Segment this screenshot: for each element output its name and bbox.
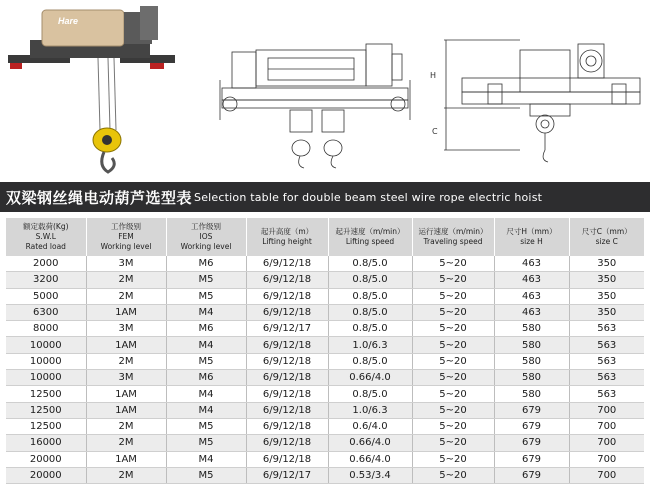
table-cell: 12500: [6, 418, 86, 434]
table-cell: 463: [494, 288, 569, 304]
table-cell: 679: [494, 418, 569, 434]
dim-h-label: H: [430, 71, 437, 80]
title-chinese: 双梁钢丝绳电动葫芦选型表: [6, 188, 193, 207]
side-view-drawing: [220, 44, 410, 168]
column-header: [569, 218, 644, 256]
column-header: [166, 218, 246, 256]
hoist-illustrations: [0, 0, 650, 180]
column-header-line: 工作级别: [111, 222, 141, 231]
table-row: [6, 353, 644, 369]
table-cell: 679: [494, 467, 569, 483]
table-row: [6, 435, 644, 451]
table-cell: 1.0/6.3: [328, 402, 412, 418]
table-row: [6, 402, 644, 418]
table-cell: 580: [494, 321, 569, 337]
table-cell: 6/9/12/18: [246, 337, 328, 353]
table-cell: 3M: [86, 321, 166, 337]
table-body: [6, 256, 644, 484]
table-cell: 6/9/12/18: [246, 451, 328, 467]
column-header-line: FEM: [118, 232, 134, 241]
table-cell: 350: [569, 304, 644, 320]
table-title-bar: [0, 182, 650, 212]
column-header-line: size C: [595, 237, 618, 246]
table-cell: 0.8/5.0: [328, 256, 412, 272]
table-cell: 5~20: [412, 451, 494, 467]
table-cell: 563: [569, 370, 644, 386]
table-cell: 700: [569, 451, 644, 467]
table-cell: 6/9/12/18: [246, 402, 328, 418]
table-cell: 0.66/4.0: [328, 435, 412, 451]
dim-c-label: C: [432, 127, 438, 136]
table-cell: 350: [569, 256, 644, 272]
table-cell: 2000: [6, 256, 86, 272]
table-cell: 3M: [86, 370, 166, 386]
table-cell: 0.8/5.0: [328, 304, 412, 320]
table-cell: 350: [569, 288, 644, 304]
table-cell: 5~20: [412, 402, 494, 418]
table-cell: 463: [494, 256, 569, 272]
column-header-line: 起升速度（m/min）: [335, 227, 405, 236]
column-header-line: 尺寸C（mm）: [581, 227, 632, 236]
table-cell: 0.6/4.0: [328, 418, 412, 434]
table-cell: M4: [166, 451, 246, 467]
table-row: [6, 451, 644, 467]
table-cell: M5: [166, 435, 246, 451]
table-cell: 5~20: [412, 467, 494, 483]
table-cell: 1.0/6.3: [328, 337, 412, 353]
table-cell: 700: [569, 435, 644, 451]
table-cell: 5000: [6, 288, 86, 304]
table-cell: 700: [569, 467, 644, 483]
table-cell: 679: [494, 451, 569, 467]
table-cell: 2M: [86, 353, 166, 369]
column-header-line: 额定载荷(Kg): [22, 222, 69, 231]
table-cell: 563: [569, 386, 644, 402]
table-cell: 2M: [86, 435, 166, 451]
table-cell: 0.66/4.0: [328, 370, 412, 386]
table-cell: 5~20: [412, 386, 494, 402]
table-cell: 20000: [6, 467, 86, 483]
brand-logo: Hare: [58, 16, 79, 26]
table-cell: M6: [166, 256, 246, 272]
table-cell: 1AM: [86, 402, 166, 418]
column-header-line: Rated load: [25, 242, 66, 251]
table-cell: 6/9/12/18: [246, 418, 328, 434]
column-header: [494, 218, 569, 256]
table-cell: 3M: [86, 256, 166, 272]
table-cell: M5: [166, 418, 246, 434]
table-cell: 700: [569, 402, 644, 418]
table-cell: 5~20: [412, 353, 494, 369]
end-view-drawing: [444, 40, 640, 162]
table-cell: 6/9/12/18: [246, 304, 328, 320]
table-cell: 0.53/3.4: [328, 467, 412, 483]
table-cell: 10000: [6, 370, 86, 386]
table-cell: 463: [494, 272, 569, 288]
table-cell: 1AM: [86, 451, 166, 467]
table-cell: 580: [494, 386, 569, 402]
table-row: [6, 370, 644, 386]
table-cell: 8000: [6, 321, 86, 337]
table-cell: 2M: [86, 467, 166, 483]
table-cell: 6/9/12/18: [246, 435, 328, 451]
column-header-line: size H: [520, 237, 543, 246]
column-header-line: 尺寸H（mm）: [506, 227, 557, 236]
table-cell: 10000: [6, 337, 86, 353]
table-cell: 20000: [6, 451, 86, 467]
table-cell: 1AM: [86, 304, 166, 320]
column-header-line: IOS: [199, 232, 213, 241]
table-row: [6, 288, 644, 304]
table-cell: 3200: [6, 272, 86, 288]
table-cell: 6/9/12/18: [246, 288, 328, 304]
table-row: [6, 304, 644, 320]
table-cell: 6300: [6, 304, 86, 320]
column-header-line: Traveling speed: [423, 237, 483, 246]
table-cell: 5~20: [412, 288, 494, 304]
table-cell: 5~20: [412, 435, 494, 451]
column-header-line: 工作级别: [191, 222, 221, 231]
hoist-photo: [8, 6, 175, 172]
column-header-line: Working level: [180, 242, 232, 251]
table-cell: 0.8/5.0: [328, 321, 412, 337]
column-header: [86, 218, 166, 256]
table-cell: 679: [494, 402, 569, 418]
table-cell: M4: [166, 304, 246, 320]
table-cell: 1AM: [86, 386, 166, 402]
table-cell: 6/9/12/18: [246, 386, 328, 402]
table-cell: 5~20: [412, 337, 494, 353]
table-cell: M4: [166, 386, 246, 402]
table-cell: 5~20: [412, 304, 494, 320]
table-cell: 5~20: [412, 321, 494, 337]
table-cell: 350: [569, 272, 644, 288]
table-row: [6, 256, 644, 272]
column-header-line: Lifting height: [262, 237, 312, 246]
table-cell: 0.8/5.0: [328, 386, 412, 402]
table-row: [6, 418, 644, 434]
table-cell: 5~20: [412, 370, 494, 386]
table-cell: 563: [569, 353, 644, 369]
table-cell: 12500: [6, 386, 86, 402]
column-header-line: S.W.L: [35, 232, 56, 241]
table-cell: 6/9/12/17: [246, 321, 328, 337]
table-cell: 10000: [6, 353, 86, 369]
table-row: [6, 386, 644, 402]
column-header-line: Working level: [100, 242, 152, 251]
table-cell: 2M: [86, 418, 166, 434]
table-row: [6, 467, 644, 483]
table-cell: 6/9/12/18: [246, 256, 328, 272]
table-cell: M5: [166, 272, 246, 288]
table-cell: 563: [569, 337, 644, 353]
table-cell: 1AM: [86, 337, 166, 353]
column-header: [328, 218, 412, 256]
table-cell: M5: [166, 288, 246, 304]
table-cell: 5~20: [412, 272, 494, 288]
selection-table: [6, 218, 644, 484]
column-header: [412, 218, 494, 256]
table-cell: M5: [166, 353, 246, 369]
table-header-row: [6, 218, 644, 256]
column-header: [6, 218, 86, 256]
table-cell: 580: [494, 337, 569, 353]
table-cell: 679: [494, 435, 569, 451]
table-cell: 12500: [6, 402, 86, 418]
table-cell: M4: [166, 337, 246, 353]
table-cell: 563: [569, 321, 644, 337]
column-header-line: Lifting speed: [345, 237, 395, 246]
table-cell: 6/9/12/18: [246, 370, 328, 386]
title-english: Selection table for double beam steel wire rope electric hoist: [194, 190, 543, 204]
table-cell: M6: [166, 321, 246, 337]
table-cell: 0.8/5.0: [328, 272, 412, 288]
table-cell: 5~20: [412, 256, 494, 272]
table-cell: 5~20: [412, 418, 494, 434]
table-cell: 0.8/5.0: [328, 353, 412, 369]
table-cell: 700: [569, 418, 644, 434]
table-cell: 0.8/5.0: [328, 288, 412, 304]
table-cell: 463: [494, 304, 569, 320]
table-cell: M6: [166, 370, 246, 386]
table-cell: 2M: [86, 288, 166, 304]
column-header-line: 运行速度（m/min）: [418, 227, 488, 236]
table-row: [6, 337, 644, 353]
table-cell: 580: [494, 370, 569, 386]
table-row: [6, 272, 644, 288]
column-header-line: 起升高度（m）: [260, 227, 314, 236]
table-cell: 16000: [6, 435, 86, 451]
table-cell: 6/9/12/17: [246, 467, 328, 483]
table-cell: M5: [166, 467, 246, 483]
table-cell: 6/9/12/18: [246, 272, 328, 288]
table-cell: 580: [494, 353, 569, 369]
table-cell: 0.66/4.0: [328, 451, 412, 467]
table-cell: 2M: [86, 272, 166, 288]
table-cell: 6/9/12/18: [246, 353, 328, 369]
table-row: [6, 321, 644, 337]
table-cell: M4: [166, 402, 246, 418]
column-header: [246, 218, 328, 256]
